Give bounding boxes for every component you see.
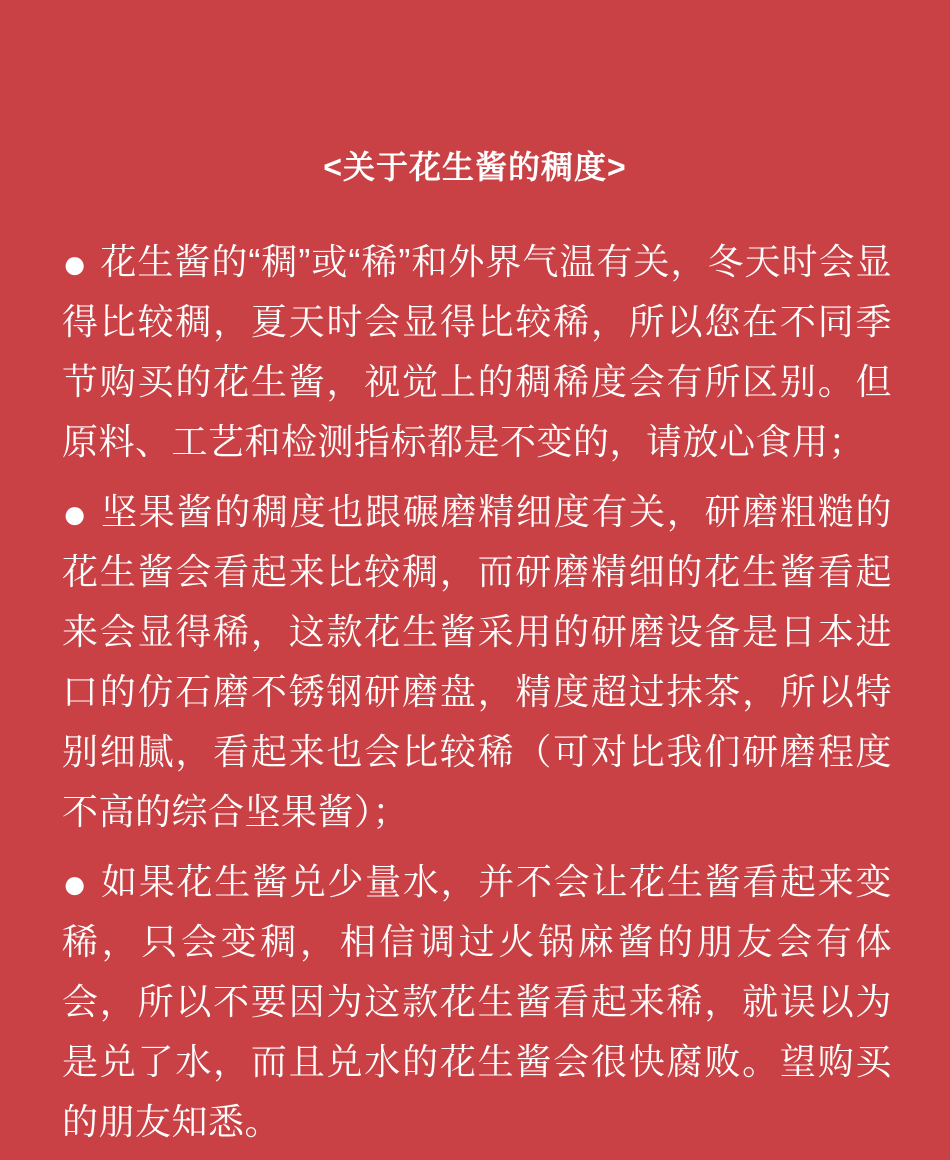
description-content — [0, 186, 950, 1152]
bullet-circle-icon: ● — [62, 240, 88, 287]
page-title: <关于花生酱的稠度> — [323, 149, 627, 185]
paragraph-text: 花生酱的“稠”或“稀”和外界气温有关，冬天时会显得比较稠，夏天时会显得比较稀，所以您在不同季节购买的花生酱，视觉上的稠稀度会有所区别。但原料、工艺和检测指标都是不变的，请放心食用； — [62, 241, 892, 462]
paragraph-text: 如果花生酱兑少量水，并不会让花生酱看起来变稀，只会变稠，相信调过火锅麻酱的朋友会有体会，所以不要因为这款花生酱看起来稀，就误以为是兑了水，而且兑水的花生酱会很快腐败。望购买的朋友知悉。 — [62, 861, 892, 1142]
paragraph-grinding-note — [62, 482, 892, 842]
paragraph-water-note — [62, 852, 892, 1152]
paragraph-text: 坚果酱的稠度也跟碾磨精细度有关，研磨粗糙的花生酱会看起来比较稠，而研磨精细的花生酱看起来会显得稀，这款花生酱采用的研磨设备是日本进口的仿石磨不锈钢研磨盘，精度超过抹茶，所以特别细腻，看起来也会比较稀（可对比我们研磨程度不高的综合坚果酱）； — [62, 491, 892, 832]
paragraph-temperature-note — [62, 232, 892, 472]
bullet-circle-icon: ● — [62, 860, 88, 907]
bullet-circle-icon: ● — [62, 490, 88, 537]
